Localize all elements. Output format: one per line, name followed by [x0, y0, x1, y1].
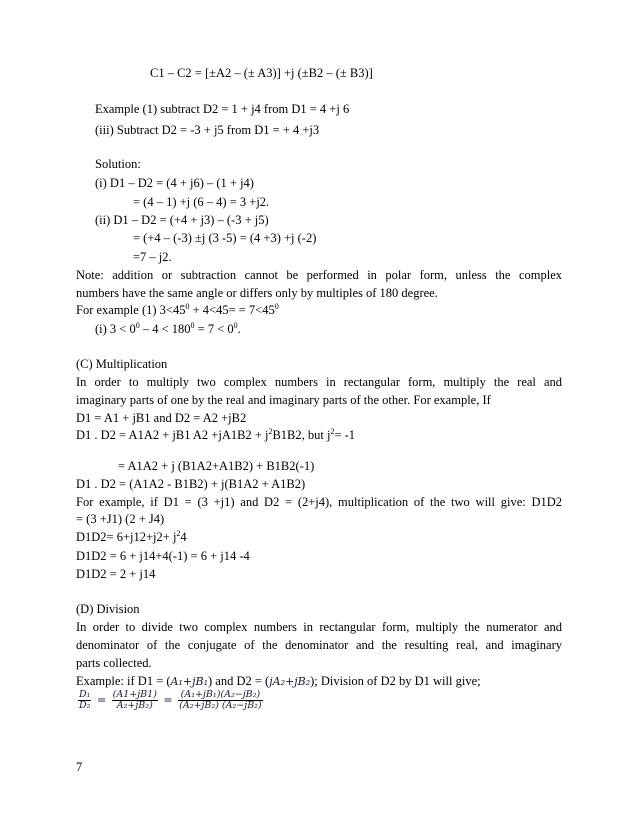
multiplication-simplified: = A1A2 + j (B1A2+A1B2) + B1B2(-1) — [118, 459, 315, 473]
div-example-part-c: ); Division of D2 by D1 will give; — [310, 674, 481, 688]
fraction-conjugate-product — [178, 690, 263, 711]
multiplication-step1 — [76, 530, 187, 545]
fraction-denominator: (A₂+jB₂) (A₂−jB₂) — [179, 700, 262, 711]
mult-exp-part-b: B1B2, but j — [272, 428, 331, 442]
multiplication-step2: D1D2 = 6 + j14+4(-1) = 6 + j14 -4 — [76, 549, 250, 563]
division-formula — [76, 690, 265, 711]
power-sup: 2 — [176, 528, 181, 538]
div-example-part-b: ) and D2 = ( — [208, 674, 270, 688]
polar-i-part-a: (i) 3 < 0 — [95, 322, 136, 336]
multiplication-example-line2: = (3 +J1) (2 + J4) — [76, 512, 165, 526]
polar-i-part-d: . — [237, 322, 241, 336]
note-line2: numbers have the same angle or differs only by multiples of 180 degree. — [76, 286, 438, 300]
polar-example-part-a: For example (1) 3<45 — [76, 303, 186, 317]
multiplication-definition: D1 = A1 + jB1 and D2 = A2 +jB2 — [76, 411, 247, 425]
section-d-heading: (D) Division — [76, 602, 140, 616]
polar-example-part-b: + 4<45= = 7<45 — [189, 303, 275, 317]
d2-expression: jA₂+jB₂ — [269, 675, 311, 688]
fraction-denominator: D₂ — [79, 700, 91, 711]
division-example-line — [76, 674, 562, 689]
solution-ii-line3: =7 – j2. — [133, 250, 172, 264]
d1-expression: A₁+jB₁ — [170, 675, 209, 688]
div-example-part-a: Example: if D1 = ( — [76, 674, 171, 688]
mult-step1-part-b: 4 — [180, 530, 187, 544]
power-sup: 2 — [268, 426, 273, 436]
solution-ii-line1: (ii) D1 – D2 = (+4 + j3) – (-3 + j5) — [95, 213, 269, 227]
example-1-text: Example (1) subtract D2 = 1 + j4 from D1 = 4 +j 6 — [95, 102, 350, 116]
multiplication-step3: D1D2 = 2 + j14 — [76, 567, 156, 581]
mult-exp-part-a: D1 . D2 = A1A2 + jB1 A2 +jA1B2 + j — [76, 428, 269, 442]
fraction-numerator: (A1+jB1) — [112, 689, 157, 700]
division-para-line2: denominator of the conjugate of the denominator and the resulting real, and imaginary — [76, 638, 562, 652]
multiplication-para-line2: imaginary parts of one by the real and imaginary parts of the other. For example, If — [76, 393, 491, 407]
equals-sign: = — [163, 693, 173, 707]
multiplication-para-line1: In order to multiply two complex numbers in rectangular form, multiply the real and — [76, 375, 562, 389]
mult-step1-part-a: D1D2= 6+j12+j2+ j — [76, 530, 177, 544]
multiplication-result: D1 . D2 = (A1A2 - B1B2) + j(B1A2 + A1B2) — [76, 477, 306, 491]
polar-i-part-c: = 7 < 0 — [194, 322, 234, 336]
degree-sup: 0 — [190, 320, 195, 330]
fraction-denominator: A₂+jB₂) — [116, 700, 153, 711]
section-c-heading: (C) Multiplication — [76, 357, 168, 371]
note-line1: Note: addition or subtraction cannot be performed in polar form, unless the complex — [76, 268, 562, 282]
polar-example-i-line — [95, 322, 241, 337]
division-para-line1: In order to divide two complex numbers in rectangular form, multiply the numerator and — [76, 620, 562, 634]
fraction-d1-over-d2 — [78, 690, 91, 711]
power-sup: 2 — [330, 426, 335, 436]
fraction-a-over-b — [112, 690, 158, 711]
polar-example-line — [76, 303, 279, 318]
fraction-numerator: D₁ — [79, 689, 91, 700]
fraction-numerator: (A₁+jB₁)(A₂−jB₂) — [178, 690, 263, 701]
degree-sup: 0 — [233, 320, 238, 330]
degree-sup: 0 — [274, 301, 279, 311]
multiplication-example-line1: For example, if D1 = (3 +j1) and D2 = (2+j4), multiplication of the two will give: D1D2 — [76, 495, 562, 509]
equals-sign: = — [96, 693, 107, 707]
equation-subtraction-general: C1 – C2 = [±A2 – (± A3)] +j (±B2 – (± B3)] — [150, 66, 373, 80]
solution-heading: Solution: — [95, 157, 141, 171]
solution-i-line2: = (4 – 1) +j (6 – 4) = 3 +j2. — [133, 195, 270, 209]
polar-i-part-b: – 4 < 180 — [139, 322, 191, 336]
division-para-line3: parts collected. — [76, 656, 152, 670]
degree-sup: 0 — [135, 320, 140, 330]
solution-ii-line2: = (+4 – (-3) ±j (3 -5) = (4 +3) +j (-2) — [133, 231, 317, 245]
mult-exp-part-c: = -1 — [334, 428, 356, 442]
page-number: 7 — [76, 760, 83, 774]
degree-sup: 0 — [185, 301, 190, 311]
multiplication-expansion — [76, 428, 355, 443]
example-iii-text: (iii) Subtract D2 = -3 + j5 from D1 = + 4 +j3 — [95, 123, 320, 137]
solution-i-line1: (i) D1 – D2 = (4 + j6) – (1 + j4) — [95, 176, 254, 190]
